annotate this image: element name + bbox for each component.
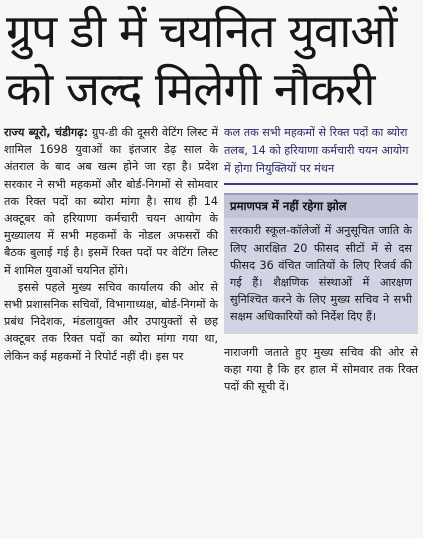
sidebar-box (224, 193, 418, 333)
article-paragraph-1 (4, 124, 218, 279)
article-left-column (4, 124, 218, 365)
byline: राज्य ब्यूरो, चंडीगढ़: (4, 126, 88, 139)
article-right-column (224, 124, 418, 395)
sidebar-title: प्रमाणपत्र में नहीं रहेगा झोल (224, 193, 418, 218)
headline-line-2: को जल्द मिलेगी नौकरी (6, 62, 375, 116)
article-text-1: ग्रुप-डी की दूसरी वेटिंग लिस्ट में शामिल 1698 युवाओं का इंतजार डेढ़ साल के अंतराल के बाद अब खत्म होने जा रहा है। प्रदेश सरकार ने सभी महकमों और बोर्ड-निगमों से सोमवार तक रिक्त पदों का ब्योरा मांगा है। साथ ही 14 अक्टूबर को हरियाणा कर्मचारी चयन आयोग के मुख्यालय में सभी महकमों के नोडल अफसरों की बैठक बुलाई गई है। इसमें रिक्त पदों पर वेटिंग लिस्ट में शामिल युवाओं चयनित होंगे। (4, 126, 219, 277)
sidebar-body: सरकारी स्कूल-कॉलेजों में अनुसूचित जाति के लिए आरक्षित 20 फीसद सीटों में से दस फीसद 36 वंचित जातियों के लिए रिजर्व की गई हैं। शैक्षणिक संस्थाओं में आरक्षण सुनिश्चित करने के लिए मुख्य सचिव ने सभी सक्षम अधिकारियों को निर्देश दिए हैं। (230, 224, 412, 324)
article-paragraph-2: इससे पहले मुख्य सचिव कार्यालय की ओर से सभी प्रशासनिक सचिवों, विभागाध्यक्ष, बोर्ड-निगमों के प्रबंध निदेशक, मंडलायुक्त और उपायुक्तों से छह अक्टूबर तक रिक्त पदों का ब्योरा मांगा गया था, लेकिन कई महकमों ने रिपोर्ट नहीं दी। इस पर (4, 280, 218, 363)
headline (6, 2, 418, 118)
article-continuation: नाराजगी जताते हुए मुख्य सचिव की ओर से कहा गया है कि हर हाल में सोमवार तक रिक्त पदों की सूची दें। (224, 345, 418, 394)
headline-line-1: ग्रुप डी में चयनित युवाओं (6, 4, 397, 58)
deck: कल तक सभी महकमों से रिक्त पदों का ब्योरा तलब, 14 को हरियाणा कर्मचारी चयन आयोग में होगा नियुक्तियों पर मंथन (224, 124, 418, 185)
